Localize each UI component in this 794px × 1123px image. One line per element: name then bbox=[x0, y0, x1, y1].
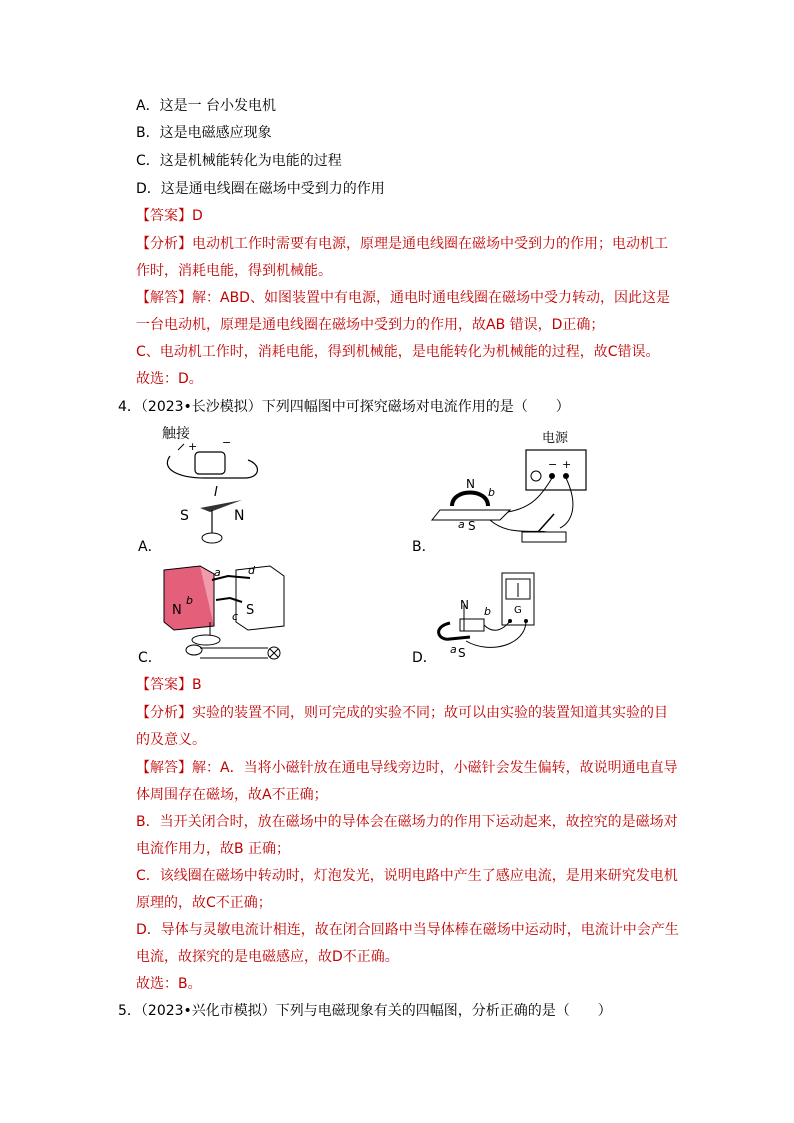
q3-answer bbox=[136, 207, 203, 225]
answer-value: D bbox=[192, 208, 203, 224]
label-d: D． bbox=[412, 650, 437, 666]
option-c: C．这是机械能转化为电能的过程 bbox=[136, 153, 342, 169]
q3-solution-line-2: 一台电动机，原理是通电线圈在磁场中受到力的作用，故AB 错误，D正确； bbox=[136, 317, 605, 333]
label-b: B． bbox=[412, 539, 436, 555]
compass-n: N bbox=[234, 508, 245, 524]
q3-analysis-line-1 bbox=[136, 235, 668, 253]
q4-solution-line-8: 电流，故探究的是电磁感应，故D不正确。 bbox=[136, 949, 399, 965]
figure-a-compass-wire bbox=[150, 420, 280, 550]
pole-n: N bbox=[172, 603, 182, 618]
q4-solution-line-3: B．当开关闭合时，放在磁场中的导体会在磁场力的作用下运动起来，故控究的是磁场对 bbox=[136, 814, 678, 830]
q3-analysis-line-2: 作时，消耗电能，得到机械能。 bbox=[136, 263, 332, 279]
answer-tag: 【答案】 bbox=[136, 208, 192, 224]
figure-d-galvanometer bbox=[430, 565, 540, 660]
magnet-s-block bbox=[236, 566, 284, 630]
power-label: 电源 bbox=[542, 431, 569, 446]
coil-d: d bbox=[248, 564, 255, 577]
pole-s-d: S bbox=[458, 646, 466, 660]
analysis-tag: 【分析】 bbox=[136, 236, 192, 252]
option-b: B．这是电磁感应现象 bbox=[136, 125, 272, 141]
option-d: D．这是通电线圈在磁场中受到力的作用 bbox=[136, 181, 385, 197]
coil-a: a bbox=[214, 566, 221, 579]
q4-answer bbox=[136, 676, 202, 694]
power-plus: + bbox=[562, 458, 572, 471]
q4-analysis-line-2: 的及意义。 bbox=[136, 732, 206, 748]
pole-s: S bbox=[246, 603, 255, 618]
q3-conclusion: 故选：D。 bbox=[136, 371, 203, 387]
answer-tag: 【答案】 bbox=[136, 677, 192, 693]
figure-c-generator bbox=[150, 560, 300, 665]
q4-conclusion: 故选：B。 bbox=[136, 976, 202, 992]
q4-solution-line-5: C．该线圈在磁场中转动时，灯泡发光，说明电路中产生了感应电流，是用来研究发电机 bbox=[136, 868, 678, 884]
q4-analysis-line-1 bbox=[136, 704, 668, 722]
figure-b-motor-principle bbox=[430, 428, 600, 553]
rod-b-d: b bbox=[484, 605, 491, 618]
magnet-n: N bbox=[466, 477, 475, 491]
horseshoe-magnet bbox=[452, 493, 488, 507]
analysis-tag: 【分析】 bbox=[136, 705, 192, 721]
q4-stem: 4．（2023•长沙模拟）下列四幅图中可探究磁场对电流作用的是（ ） bbox=[118, 399, 570, 415]
current-label: I bbox=[214, 485, 218, 500]
touch-label: 触接 bbox=[162, 426, 190, 442]
solution-tag: 【解答】 bbox=[136, 760, 192, 776]
analysis-text: 实验的装置不同，则可完成的实验不同；故可以由实验的装置知道其实验的目 bbox=[192, 705, 668, 721]
q4-solution-line-1 bbox=[136, 759, 678, 777]
solution-text: 解：A．当将小磁针放在通电导线旁边时，小磁针会发生偏转，故说明通电直导 bbox=[192, 760, 678, 776]
coil-b: b bbox=[186, 594, 193, 607]
option-a: A．这是一 台小发电机 bbox=[136, 98, 277, 114]
pole-n-d: N bbox=[460, 598, 469, 612]
galvanometer-g: G bbox=[514, 605, 522, 616]
solution-text: 解：ABD、如图装置中有电源，通电时通电线圈在磁场中受力转动，因此这是 bbox=[192, 290, 670, 306]
label-c: C． bbox=[138, 650, 162, 666]
q5-stem: 5．（2023•兴化市模拟）下列与电磁现象有关的四幅图，分析正确的是（ ） bbox=[118, 1003, 612, 1019]
rod-a-d: a bbox=[450, 643, 457, 656]
coil-c: c bbox=[232, 610, 239, 623]
label-a: A． bbox=[138, 539, 162, 555]
rod-a: a bbox=[458, 518, 465, 531]
battery-minus: − bbox=[222, 436, 232, 449]
q4-solution-line-2: 体周围存在磁场，故A不正确； bbox=[136, 787, 328, 803]
switch-base bbox=[522, 532, 566, 542]
switch-lever bbox=[538, 514, 554, 532]
brush bbox=[186, 645, 202, 655]
q3-solution-line-1 bbox=[136, 289, 670, 307]
q3-solution-line-3: C、电动机工作时，消耗电能，得到机械能，是电能转化为机械能的过程，故C错误。 bbox=[136, 344, 660, 360]
q4-solution-line-6: 原理的，故C不正确； bbox=[136, 895, 272, 911]
wire-2 bbox=[490, 520, 550, 533]
magnet-s: S bbox=[468, 519, 476, 533]
stand-base bbox=[202, 533, 222, 543]
compass-s: S bbox=[180, 508, 189, 524]
q4-solution-line-4: 电流作用力，故B 正确； bbox=[136, 841, 291, 857]
slip-ring bbox=[192, 635, 220, 645]
wire-arrow bbox=[178, 444, 184, 450]
analysis-text: 电动机工作时需要有电源，原理是通电线圈在磁场中受到力的作用；电动机工 bbox=[192, 236, 668, 252]
battery bbox=[195, 452, 225, 474]
circuit-wires bbox=[200, 648, 268, 658]
rod-b: b bbox=[488, 486, 495, 499]
solution-tag: 【解答】 bbox=[136, 290, 192, 306]
answer-value: B bbox=[192, 677, 202, 693]
battery-plus: + bbox=[188, 440, 198, 453]
q4-solution-line-7: D．导体与灵敏电流计相连，故在闭合回路中当导体棒在磁场中运动时，电流计中会产生 bbox=[136, 922, 679, 938]
power-minus: − bbox=[548, 458, 558, 471]
